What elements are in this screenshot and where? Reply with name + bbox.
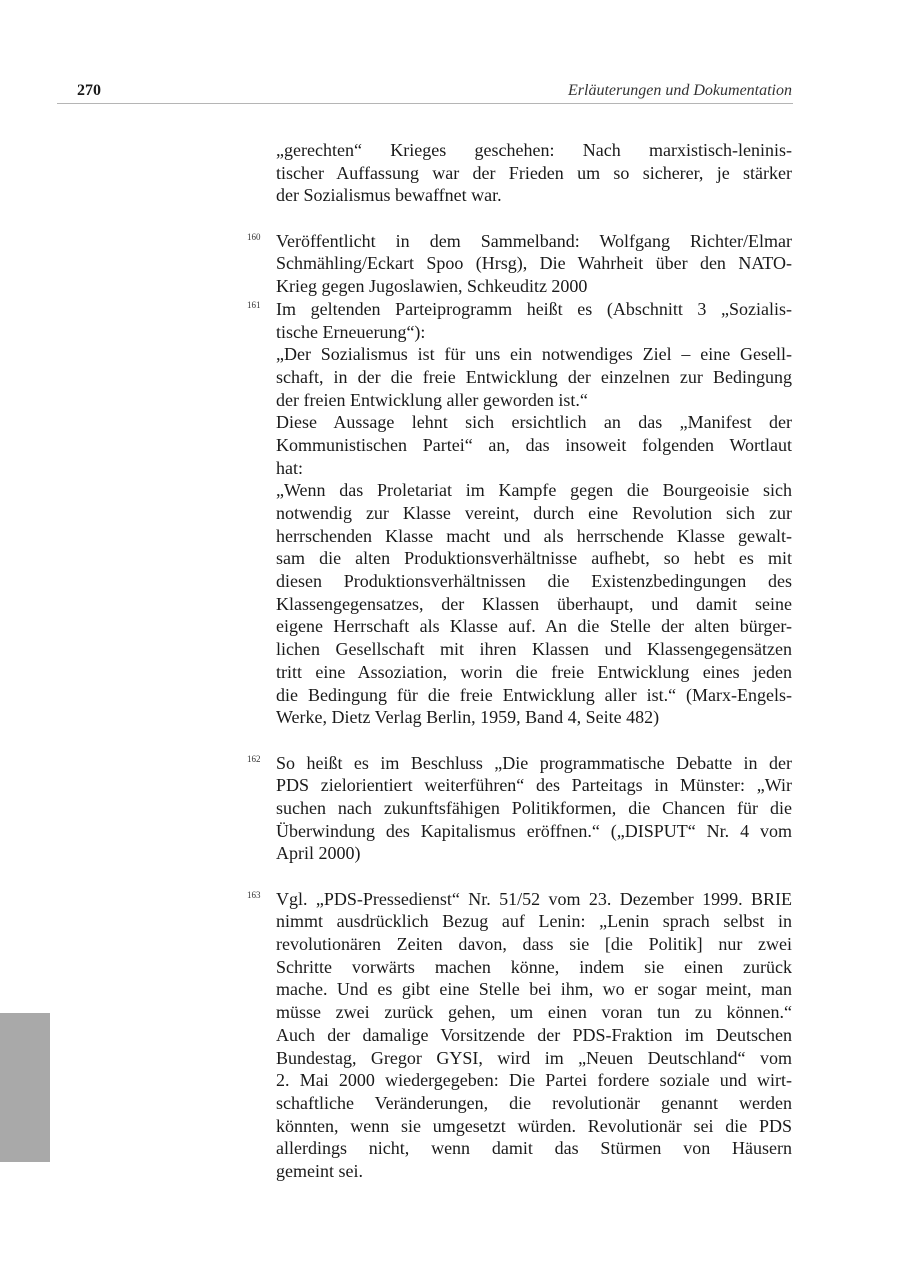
text-line: „gerechten“ Krieges geschehen: Nach marxistisch-leninis- <box>276 140 792 160</box>
footnotes-body <box>247 139 792 1183</box>
text-line: die Bedingung für die freie Entwicklung aller ist.“ (Marx-Engels- <box>276 684 792 705</box>
paragraph <box>276 230 792 298</box>
text-line: notwendig zur Klasse vereint, durch eine Revolution sich zur <box>276 503 792 523</box>
paragraph <box>276 888 792 1183</box>
footnote-161 <box>247 298 792 729</box>
text-line: gemeint sei. <box>276 1160 363 1181</box>
text-line: Kommunistischen Partei“ an, das insoweit folgenden Wortlaut <box>276 434 792 455</box>
footnote-163 <box>247 888 792 1183</box>
text-line: diesen Produktionsverhältnissen die Existenzbedingungen des <box>276 571 792 592</box>
paragraph <box>276 343 792 411</box>
paragraph <box>276 752 792 865</box>
text-line: Klassengegensatzes, der Klassen überhaupt, und damit seine <box>276 593 792 614</box>
text-line: So heißt es im Beschluss „Die programmatische Debatte in der <box>276 752 792 773</box>
text-line: „Wenn das Proletariat im Kampfe gegen die Bourgeoisie sich <box>276 480 792 501</box>
text-line: suchen nach zukunftsfähigen Politikformen, die Chancen für die <box>276 797 792 818</box>
text-line: Veröffentlicht in dem Sammelband: Wolfgang Richter/Elmar <box>276 230 792 251</box>
text-line: könnten, wenn sie umgesetzt würden. Revolutionär sei die PDS <box>276 1115 792 1136</box>
text-line: Diese Aussage lehnt sich ersichtlich an das „Manifest der <box>276 412 792 433</box>
text-line: revolutionären Zeiten davon, dass sie [die Politik] nur zwei <box>276 934 792 955</box>
text-line: tische Erneuerung“): <box>276 321 426 342</box>
text-line: Vgl. „PDS-Pressedienst“ Nr. 51/52 vom 23. Dezember 1999. BRIE <box>276 888 792 909</box>
paragraph <box>276 411 792 479</box>
header-rule <box>57 103 793 104</box>
text-line: PDS zielorientiert weiterführen“ des Parteitags in Münster: „Wir <box>276 775 792 796</box>
page-edge-thumb-tab <box>0 1013 50 1162</box>
text-line: allerdings nicht, wenn damit das Stürmen von Häusern <box>276 1138 792 1159</box>
text-line: Überwindung des Kapitalismus eröffnen.“ („DISPUT“ Nr. 4 vom <box>276 820 792 841</box>
text-line: Schmähling/Eckart Spoo (Hrsg), Die Wahrheit über den NATO- <box>276 253 792 274</box>
text-line: lichen Gesellschaft mit ihren Klassen und Klassengegensätzen <box>276 639 792 660</box>
text-line: herrschenden Klasse macht und als herrschende Klasse gewalt- <box>276 525 792 546</box>
footnote-number: 162 <box>247 753 261 764</box>
paragraph <box>276 298 792 343</box>
text-line: Im geltenden Parteiprogramm heißt es (Abschnitt 3 „Sozialis- <box>276 298 792 319</box>
text-line: Werke, Dietz Verlag Berlin, 1959, Band 4, Seite 482) <box>276 707 660 728</box>
footnote-162 <box>247 752 792 865</box>
text-line: Auch der damalige Vorsitzende der PDS-Fraktion im Deutschen <box>276 1024 792 1045</box>
paragraph <box>276 479 792 729</box>
footnote-160 <box>247 230 792 298</box>
text-line: hat: <box>276 457 303 478</box>
text-line: mache. Und es gibt eine Stelle bei ihm, wo er sogar meint, man <box>276 979 792 1000</box>
footnote-number: 163 <box>247 889 261 900</box>
text-line: sam die alten Produktionsverhältnisse aufhebt, so hebt es mit <box>276 548 792 569</box>
text-line: der freien Entwicklung aller geworden ist.“ <box>276 389 588 410</box>
text-line: schaftliche Veränderungen, die revolutionär genannt werden <box>276 1092 792 1113</box>
page-number: 270 <box>77 82 101 99</box>
footnote-number: 160 <box>247 231 261 242</box>
text-line: Schritte vorwärts machen könne, indem sie einen zurück <box>276 956 792 977</box>
text-line: tritt eine Assoziation, worin die freie Entwicklung eines jeden <box>276 661 792 682</box>
text-line: der Sozialismus bewaffnet war. <box>276 185 502 206</box>
text-line: Krieg gegen Jugoslawien, Schkeuditz 2000 <box>276 276 588 297</box>
text-line: April 2000) <box>276 843 361 864</box>
text-line: eigene Herrschaft als Klasse auf. An die Stelle der alten bürger- <box>276 616 792 637</box>
continued-paragraph <box>276 139 792 207</box>
text-line: tischer Auffassung war der Frieden um so sicherer, je stärker <box>276 162 792 183</box>
text-line: 2. Mai 2000 wiedergegeben: Die Partei fordere soziale und wirt- <box>276 1070 792 1091</box>
text-line: Bundestag, Gregor GYSI, wird im „Neuen Deutschland“ vom <box>276 1047 792 1068</box>
text-line: schaft, in der die freie Entwicklung der einzelnen zur Bedingung <box>276 366 792 387</box>
footnote-number: 161 <box>247 299 261 310</box>
text-line: nimmt ausdrücklich Bezug auf Lenin: „Lenin sprach selbst in <box>276 911 792 932</box>
text-line: müsse zwei zurück gehen, um einen voran tun zu können.“ <box>276 1002 792 1023</box>
running-header-title: Erläuterungen und Dokumentation <box>568 82 792 99</box>
paragraph <box>276 139 792 207</box>
text-line: „Der Sozialismus ist für uns ein notwendiges Ziel – eine Gesell- <box>276 344 792 365</box>
